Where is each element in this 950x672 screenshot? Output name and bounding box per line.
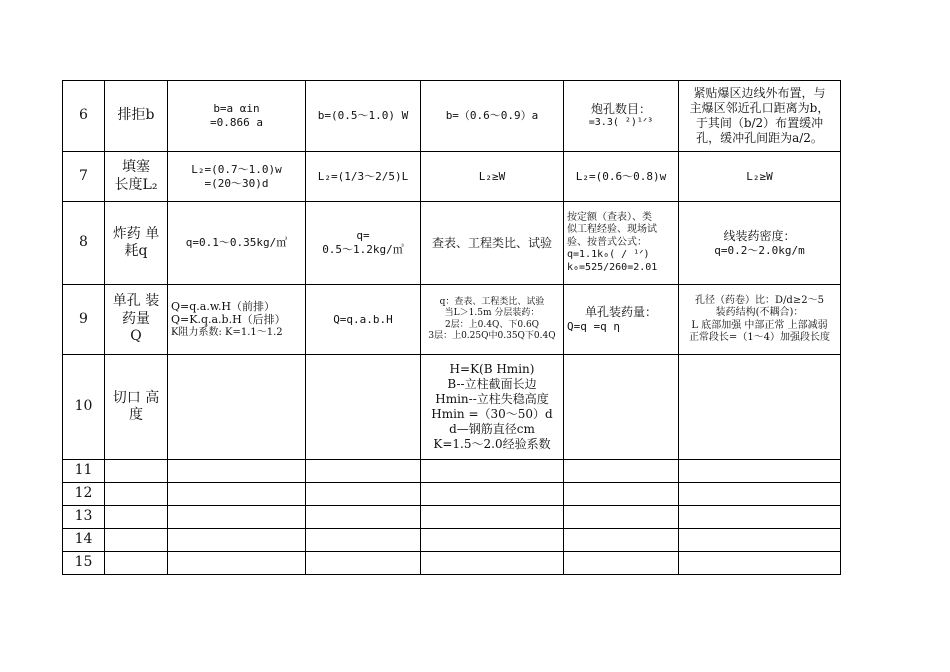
table-cell <box>421 483 564 506</box>
cell-case-4: 按定额（查表）、类 似工程经验、现场试 验、按普式公式： q=1.1k₀( / ¹ᐟ) k₀=525/260=2.01 <box>564 202 679 285</box>
table-row <box>63 355 841 460</box>
cell-case-5: 孔径（药卷）比：D/d≥2～5 装药结构(不耦合)： L 底部加强 中部正常 上部减弱 正常段长=（1～4）加强段长度 <box>679 285 841 355</box>
cell-case-1: L₂=(0.7～1.0)w =(20～30)d <box>168 152 306 202</box>
row-number: 14 <box>63 529 105 552</box>
cell-case-1: Q=q.a.w.H（前排） Q=K.q.a.b.H（后排） K阻力系数: K=1.1～1.2 <box>168 285 306 355</box>
row-number: 11 <box>63 460 105 483</box>
cell-case-2: L₂=(1/3～2/5)L <box>306 152 421 202</box>
table-cell <box>306 552 421 575</box>
row-number: 12 <box>63 483 105 506</box>
cell-case-2: b=(0.5～1.0) W <box>306 81 421 152</box>
table-cell <box>564 460 679 483</box>
table-cell <box>564 529 679 552</box>
cell-case-4: 单孔装药量： Q=q =q η <box>564 285 679 355</box>
table-cell <box>306 483 421 506</box>
table-row <box>63 202 841 285</box>
cell-case-5: 线装药密度： q=0.2～2.0kg/m <box>679 202 841 285</box>
table-cell <box>679 552 841 575</box>
table-cell <box>564 483 679 506</box>
row-item-name: 切口 高 度 <box>105 355 168 460</box>
table-cell <box>168 483 306 506</box>
table-cell <box>679 483 841 506</box>
table-cell <box>679 529 841 552</box>
table-cell <box>421 460 564 483</box>
row-item-name: 填塞 长度L₂ <box>105 152 168 202</box>
table-row <box>63 460 841 483</box>
table-cell <box>168 460 306 483</box>
table-row <box>63 285 841 355</box>
cell-case-2: Q=q.a.b.H <box>306 285 421 355</box>
table-cell <box>168 506 306 529</box>
cell-case-2: q= 0.5～1.2kg/㎥ <box>306 202 421 285</box>
table-cell <box>105 552 168 575</box>
table-cell <box>564 506 679 529</box>
cell-case-4: 炮孔数目： =3.3( ²)¹ᐟ³ <box>564 81 679 152</box>
row-number: 8 <box>63 202 105 285</box>
cell-case-4: L₂=(0.6～0.8)w <box>564 152 679 202</box>
table-cell <box>105 460 168 483</box>
cell-case-5 <box>679 355 841 460</box>
table-cell <box>564 552 679 575</box>
cell-case-2 <box>306 355 421 460</box>
table-cell <box>168 529 306 552</box>
table-row <box>63 152 841 202</box>
table-row <box>63 506 841 529</box>
row-number: 6 <box>63 81 105 152</box>
row-number: 15 <box>63 552 105 575</box>
cell-case-5: 紧贴爆区边线外布置，与 主爆区邻近孔口距离为b， 于其间（b/2）布置缓冲 孔，缓冲孔间距为a/2。 <box>679 81 841 152</box>
cell-case-3: q：查表、工程类比、试验 当L＞1.5m 分层装药： 2层：上0.4Q、下0.6Q 3层：上0.25Q中0.35Q下0.4Q <box>421 285 564 355</box>
table-cell <box>105 529 168 552</box>
row-number: 7 <box>63 152 105 202</box>
row-number: 9 <box>63 285 105 355</box>
table-cell <box>306 460 421 483</box>
table-cell <box>421 506 564 529</box>
row-item-name: 排拒b <box>105 81 168 152</box>
table-cell <box>306 506 421 529</box>
row-number: 13 <box>63 506 105 529</box>
table-cell <box>168 552 306 575</box>
cell-case-3: H=K(B Hmin) B--立柱截面长边 Hmin--立柱失稳高度 Hmin =（30～50）d d—钢筋直径cm K=1.5～2.0经验系数 <box>421 355 564 460</box>
cell-case-1: q=0.1～0.35kg/㎥ <box>168 202 306 285</box>
cell-case-3: 查表、工程类比、试验 <box>421 202 564 285</box>
cell-case-3: b=（0.6～0.9）a <box>421 81 564 152</box>
row-item-name: 炸药 单 耗q <box>105 202 168 285</box>
table-cell <box>421 529 564 552</box>
cell-case-1: b=a αin =0.866 a <box>168 81 306 152</box>
table-cell <box>105 483 168 506</box>
row-number: 10 <box>63 355 105 460</box>
cell-case-1 <box>168 355 306 460</box>
table-cell <box>679 460 841 483</box>
cell-case-5: L₂≥W <box>679 152 841 202</box>
blasting-parameter-table <box>62 80 841 575</box>
table-cell <box>306 529 421 552</box>
cell-case-4 <box>564 355 679 460</box>
table-row <box>63 483 841 506</box>
table-cell <box>105 506 168 529</box>
cell-case-3: L₂≥W <box>421 152 564 202</box>
table-row <box>63 529 841 552</box>
table-row <box>63 81 841 152</box>
table-row <box>63 552 841 575</box>
row-item-name: 单孔 装 药量 Q <box>105 285 168 355</box>
table-cell <box>679 506 841 529</box>
table-cell <box>421 552 564 575</box>
